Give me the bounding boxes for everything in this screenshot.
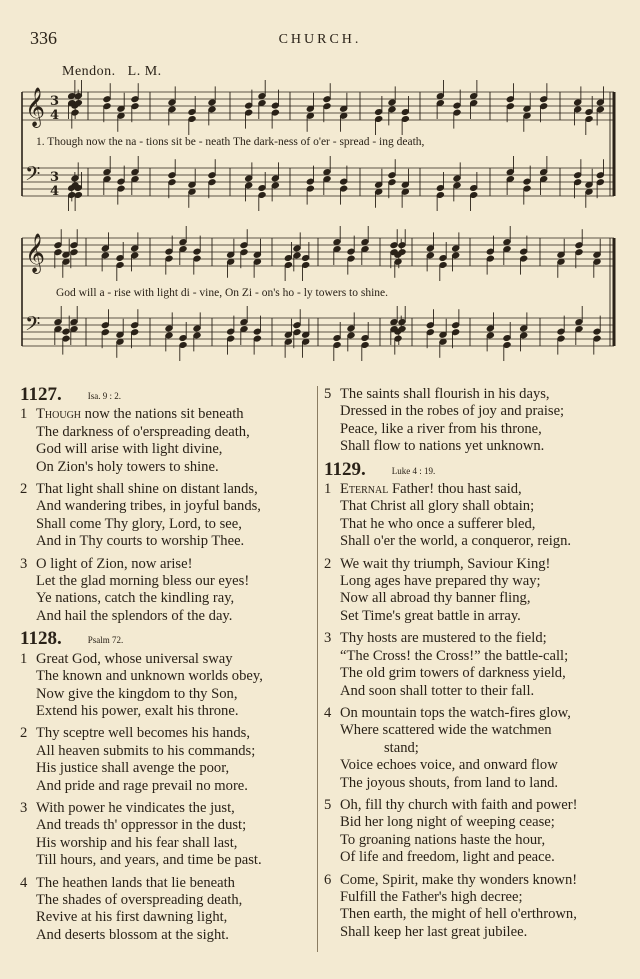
column-divider [317,386,318,952]
time-signature-bottom: 4 [50,108,60,123]
time-signature-bottom: 4 [50,184,60,199]
stanza-line: Till hours, and years, and time be past. [36,852,262,869]
hymn-heading [324,458,624,480]
scripture-reference: Luke 4 : 19. [391,465,436,476]
stanza-line: The known and unknown worlds obey, [36,668,263,685]
stanza [324,481,624,551]
right-column [324,386,624,946]
stanza-line: Bid her long night of weeping cease; [340,814,555,831]
stanza [20,556,312,626]
stanza-line-text: Thy hosts are mustered to the field; [340,630,547,647]
hymn-number: 1129. [324,458,366,480]
left-column [20,384,312,949]
stanza-line: And pride and rage prevail no more. [36,777,248,794]
stanza-number: 1 [324,481,332,498]
hymn-number: 1127. [20,384,62,405]
hymn-heading [20,630,312,649]
stanza-line: Revive at his first dawning light, [36,909,228,926]
tune-meter: L. M. [127,64,162,79]
stanza-line [324,556,624,573]
stanza-line: Shall o'er the world, a conqueror, reign. [340,533,572,550]
stanza-line: Shall flow to nations yet unknown. [340,438,545,455]
stanza-line: On Zion's holy towers to shine. [36,458,219,475]
stanza-line: stand; [384,739,419,756]
stanza [324,386,624,456]
stanza-number: 2 [20,481,28,498]
hymn-block [20,386,312,625]
stanza-line [324,481,624,498]
stanza-line: That Christ all glory shall obtain; [340,498,535,515]
stanza-line: Long ages have prepared thy way; [340,573,541,590]
hymn-heading [20,386,312,405]
stanza-number: 2 [20,725,28,742]
stanza-number: 6 [324,871,332,888]
stanza-line [20,556,312,573]
stanza-number: 1 [20,650,28,667]
stanza-line: The shades of overspreading death, [36,891,243,908]
bass-clef: 𝄢 [25,162,41,190]
stanza-line: The joyous shouts, from land to land. [340,774,559,791]
stanza-line-text: Father! thou hast said, [388,481,522,498]
stanza-line [20,481,312,498]
lyric-line-2: God will a - rise with light di - vine, On Zi - on's ho - ly towers to shine. [56,287,389,299]
stanza-line-text: With power he vindicates the just, [36,799,235,816]
stanza-line [20,800,312,817]
stanza-line: Set Time's great battle in array. [340,607,521,624]
stanza-line-text: That light shall shine on distant lands, [36,481,258,498]
stanza-number: 3 [20,799,28,816]
stanza [20,725,312,795]
stanza-line [324,797,624,814]
hymn-block [20,630,312,944]
stanza [324,797,624,867]
stanza-line [20,651,312,668]
stanza-line: Where scattered wide the watchmen [340,722,552,739]
stanza [20,875,312,945]
stanza-line: Let the glad morning bless our eyes! [36,573,250,590]
stanza-number: 3 [324,630,332,647]
stanza [324,556,624,626]
lyric-line-1: 1. Though now the na - tions sit be - neath The dark-ness of o'er - spread - ing death, [36,136,425,148]
scripture-reference: Psalm 72. [87,635,124,646]
stanza [20,481,312,551]
stanza-line [324,705,624,722]
stanza-line: And treads th' oppressor in the dust; [36,817,247,834]
stanza [20,800,312,870]
stanza-number: 5 [324,796,332,813]
stanza-number: 4 [20,874,28,891]
stanza-line: To groaning nations haste the hour, [340,831,546,848]
stanza-line: Peace, like a river from his throne, [340,420,542,437]
stanza-line: And deserts blossom at the sight. [36,926,229,943]
stanza [324,630,624,700]
hymn-block [324,386,624,456]
stanza-line: That he who once a sufferer bled, [340,515,536,532]
stanza-line [324,630,624,647]
stanza-line: The old grim towers of darkness yield, [340,665,566,682]
stanza-line: All heaven submits to his commands; [36,742,256,759]
stanza-number: 5 [324,386,332,402]
stanza-line: And hail the splendors of the day. [36,607,233,624]
tune-name: Mendon. [62,64,116,79]
staff-lines [22,92,614,346]
treble-clef: 𝄞 [25,87,46,127]
stanza-line: Voice echoes voice, and onward flow [340,757,558,774]
stanza-line: Shall come Thy glory, Lord, to see, [36,515,242,532]
stanza-line [324,872,624,889]
stanza-line: And soon shall totter to their fall. [340,682,535,699]
treble-clef: 𝄞 [25,233,46,273]
stanza-line: Of life and freedom, light and peace. [340,849,555,866]
scripture-reference: Isa. 9 : 2. [87,390,121,401]
stanza [20,651,312,721]
stanza-line: “The Cross! the Cross!” the battle-call; [340,647,569,664]
stanza-line-text: Great God, whose universal sway [36,650,233,667]
stanza-line: And wandering tribes, in joyful bands, [36,498,261,515]
stanza-first-word: Eternal [340,481,389,498]
stanza-line-text: On mountain tops the watch-fires glow, [340,704,571,721]
stanza-line [20,725,312,742]
hymn-block [324,458,624,942]
stanza-line-text: now the nations sit beneath [81,406,244,423]
bass-clef: 𝄢 [25,312,41,340]
stanza-line: His worship and his fear shall last, [36,834,238,851]
stanza-line [324,386,624,403]
stanza-line: Then earth, the might of hell o'erthrown, [340,906,577,923]
stanza-line-text: We wait thy triumph, Saviour King! [340,555,551,572]
time-signature-top: 3 [50,170,60,185]
stanza-line: And in Thy courts to worship Thee. [36,533,245,550]
stanza-line: Dressed in the robes of joy and praise; [340,403,565,420]
stanza-line: God will arise with light divine, [36,441,223,458]
time-signature-top: 3 [50,94,60,109]
stanza [20,406,312,476]
stanza [324,872,624,942]
stanza-number: 2 [324,555,332,572]
stanza-line: Fulfill the Father's high decree; [340,888,523,905]
stanza-line-text: Come, Spirit, make thy wonders known! [340,871,578,888]
stanza-line: Ye nations, catch the kindling ray, [36,590,235,607]
stanza-number: 1 [20,406,28,423]
stanza-line-text: The saints shall flourish in his days, [340,386,550,402]
stanza-line: The darkness of o'erspreading death, [36,423,250,440]
stanza-line: Shall keep her last great jubilee. [340,923,528,940]
stanza-line [20,875,312,892]
stanza-line-text: Thy sceptre well becomes his hands, [36,725,250,742]
stanza-first-word: Though [36,406,82,423]
hymn-number: 1128. [20,628,62,650]
page-number: 336 [30,28,57,48]
stanza-line [20,406,312,423]
stanza-line-text: Oh, fill thy church with faith and power! [340,796,578,813]
stanza-line: Extend his power, exalt his throne. [36,702,239,719]
stanza [324,705,624,792]
bar-lines [86,92,614,346]
stanza-line-text: The heathen lands that lie beneath [36,874,235,891]
stanza-number: 3 [20,555,28,572]
music-notes [54,80,604,361]
stanza-line-text: O light of Zion, now arise! [36,555,193,572]
stanza-line: Now give the kingdom to thy Son, [36,685,238,702]
stanza-number: 4 [324,704,332,721]
stanza-line: Now all abroad thy banner fling, [340,590,531,607]
music-score [0,0,640,370]
running-head: CHURCH. [278,32,362,47]
clefs [25,87,59,340]
stanza-line: His justice shall avenge the poor, [36,760,230,777]
